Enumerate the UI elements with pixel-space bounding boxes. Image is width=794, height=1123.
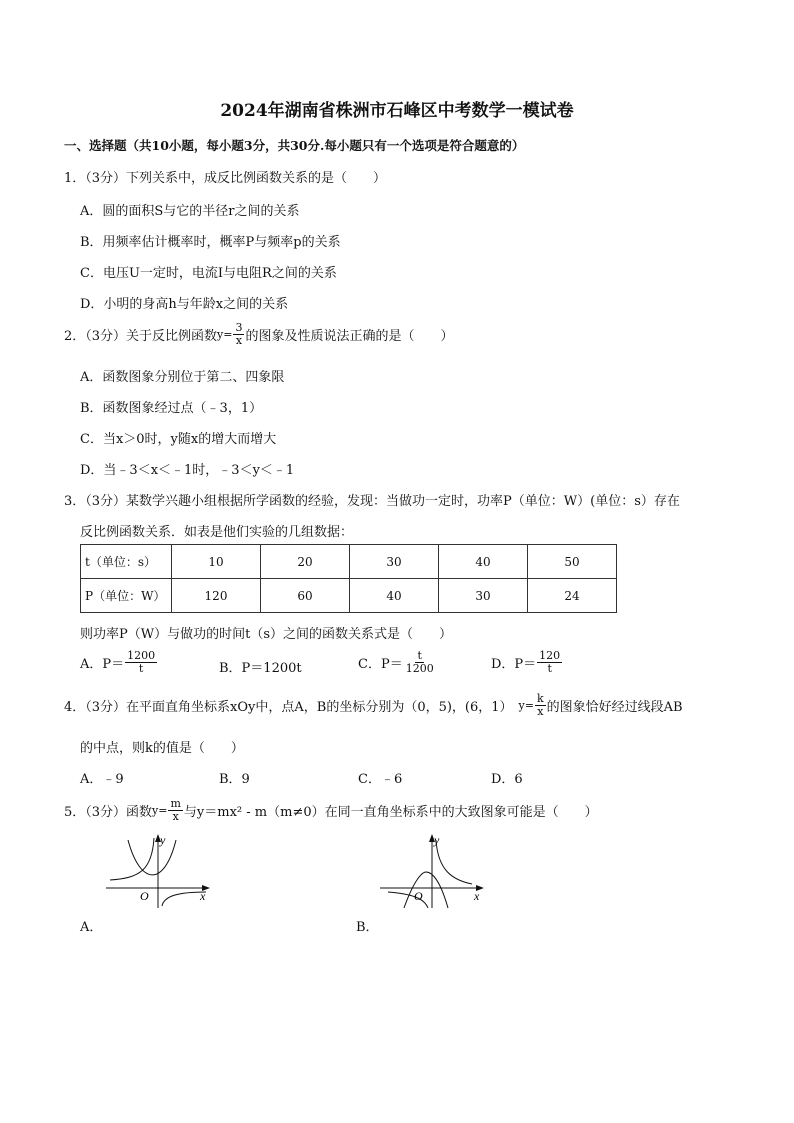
q4-stem xyxy=(64,693,683,718)
table-header-t: t（单位：s） xyxy=(81,545,172,579)
q4-fraction xyxy=(535,693,546,718)
table-cell: 10 xyxy=(172,545,261,579)
q3-d-fraction xyxy=(537,650,562,675)
hyperbola-branch-right xyxy=(436,840,472,884)
table-cell: 60 xyxy=(261,579,350,613)
y-axis-label: y xyxy=(434,833,440,847)
q2-option-b: B．函数图象经过点（﹣3，1） xyxy=(80,401,263,416)
q5-y-eq: y= xyxy=(152,804,168,817)
table-cell: 50 xyxy=(528,545,617,579)
q2-option-c: C．当x＞0时，y随x的增大而增大 xyxy=(80,432,277,447)
q2-y-eq: y= xyxy=(217,328,233,341)
q3-c-pre: C．P＝ xyxy=(358,657,403,672)
q1-option-c: C．电压U一定时，电流I与电阻R之间的关系 xyxy=(80,266,337,281)
q1-option-a: A．圆的面积S与它的半径r之间的关系 xyxy=(80,204,300,219)
section-heading: 一、选择题（共10小题，每小题3分，共30分.每小题只有一个选项是符合题意的） xyxy=(64,138,525,153)
y-axis-label: y xyxy=(160,833,166,847)
q3-c-den: 1200 xyxy=(405,662,434,675)
q5-graph-b xyxy=(374,830,494,910)
q4-stem-post: 的图象恰好经过线段AB xyxy=(546,700,683,715)
q5-option-b: B． xyxy=(356,920,379,935)
q1-option-b: B．用频率估计概率时，概率P与频率p的关系 xyxy=(80,235,341,250)
q3-stem-line1: 3．（3分）某数学兴趣小组根据所学函数的经验，发现：当做功一定时，功率P（单位：W）(单位：s）存在 xyxy=(64,494,680,509)
q3-option-b: B．P＝1200t xyxy=(219,661,302,676)
q5-option-a: A． xyxy=(80,920,103,935)
table-cell: 30 xyxy=(439,579,528,613)
q5-frac-den: x xyxy=(172,810,179,823)
table-header-p: P（单位：W） xyxy=(81,579,172,613)
q5-fraction xyxy=(168,798,182,823)
q1-option-d: D．小明的身高h与年龄x之间的关系 xyxy=(80,297,289,312)
q3-a-fraction xyxy=(125,650,157,675)
q4-option-a: A．﹣9 xyxy=(80,772,124,787)
x-axis-label: x xyxy=(474,889,480,903)
q3-stem-line2: 反比例函数关系．如表是他们实验的几组数据： xyxy=(80,525,354,540)
q4-y-eq: y= xyxy=(518,699,534,712)
q3-d-pre: D．P＝ xyxy=(491,657,537,672)
q2-option-d: D．当﹣3＜x＜﹣1时，﹣3＜y＜﹣1 xyxy=(80,463,295,478)
q2-fraction xyxy=(233,322,244,347)
q3-c-num: t xyxy=(417,649,422,662)
q3-d-den: t xyxy=(547,662,552,675)
q5-stem xyxy=(64,798,598,823)
q1-stem: 1．（3分）下列关系中，成反比例函数关系的是（ ） xyxy=(64,171,387,186)
q4-frac-num: k xyxy=(536,692,544,705)
q4-option-c: C．﹣6 xyxy=(358,772,403,787)
q4-frac-den: x xyxy=(537,705,544,718)
q3-option-a xyxy=(80,650,158,675)
table-row xyxy=(81,579,617,613)
table-cell: 20 xyxy=(261,545,350,579)
q2-stem xyxy=(64,322,454,347)
table-cell: 40 xyxy=(350,579,439,613)
q3-option-c xyxy=(358,650,437,675)
q2-stem-post: 的图象及性质说法正确的是（ ） xyxy=(245,329,454,344)
table-row xyxy=(81,545,617,579)
q3-a-den: t xyxy=(138,662,144,675)
table-cell: 24 xyxy=(528,579,617,613)
q4-option-d: D．6 xyxy=(491,772,523,787)
origin-label: O xyxy=(140,889,149,903)
q5-stem-post: 与y＝mx² - m（m≠0）在同一直角坐标系中的大致图象可能是（ ） xyxy=(183,805,598,820)
table-cell: 30 xyxy=(350,545,439,579)
q2-frac-den: x xyxy=(235,334,243,347)
q5-stem-pre: 5．（3分）函数 xyxy=(64,805,153,820)
q3-c-fraction xyxy=(404,650,436,675)
q4-stem-pre: 4．（3分）在平面直角坐标系xOy中，点A，B的坐标分别为（0，5)，(6，1） xyxy=(64,700,513,715)
parabola-curve xyxy=(404,872,448,908)
table-cell: 120 xyxy=(172,579,261,613)
parabola-curve xyxy=(128,840,176,875)
q3-data-table xyxy=(80,544,617,613)
q2-frac-num: 3 xyxy=(235,321,243,334)
q2-stem-pre: 2．（3分）关于反比例函数 xyxy=(64,329,218,344)
q5-frac-num: m xyxy=(170,797,181,810)
x-axis-label: x xyxy=(200,889,206,903)
table-cell: 40 xyxy=(439,545,528,579)
q3-a-num: 1200 xyxy=(127,649,156,662)
q2-option-a: A．函数图象分别位于第二、四象限 xyxy=(80,370,285,385)
page-title: 2024年湖南省株洲市石峰区中考数学一模试卷 xyxy=(220,101,574,121)
q4-stem-line2: 的中点，则k的值是（ ） xyxy=(80,741,244,756)
q5-graph-a xyxy=(100,830,220,910)
origin-label: O xyxy=(414,889,423,903)
q3-d-num: 120 xyxy=(539,649,561,662)
q3-a-pre: A．P＝ xyxy=(80,657,125,672)
q4-option-b: B．9 xyxy=(219,772,250,787)
q3-option-d xyxy=(491,650,563,675)
q3-stem-line3: 则功率P（W）与做功的时间t（s）之间的函数关系式是（ ） xyxy=(80,627,453,642)
